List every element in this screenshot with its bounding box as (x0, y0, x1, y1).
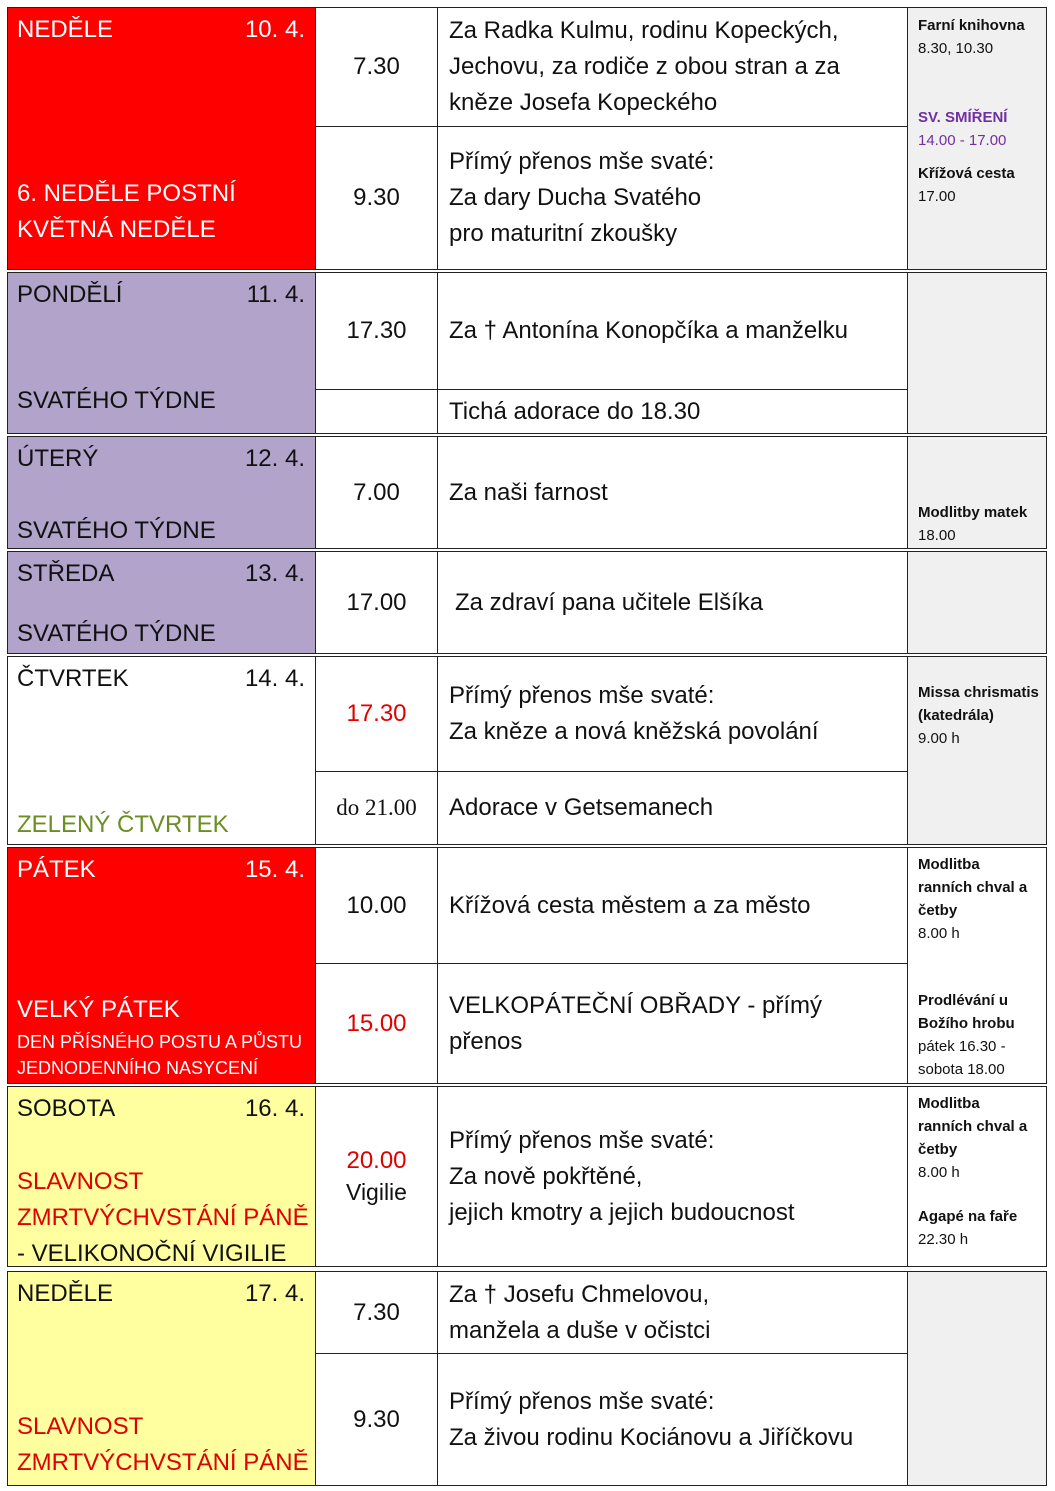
mass-intention: Přímý přenos mše svaté: Za kněze a nová kněžská povolání (437, 656, 908, 772)
note-title-2: Božího hrobu (918, 1015, 1015, 1032)
mass-time: 9.30 (315, 126, 438, 270)
day-subtitle-2: ZMRTVÝCHVSTÁNÍ PÁNĚ (17, 1204, 309, 1231)
day-date: 13. 4. (244, 560, 305, 587)
note-text: 8.00 h (918, 1164, 960, 1181)
note-title: Modlitba (918, 1095, 980, 1112)
day-label-mon-11 (7, 272, 316, 434)
mass-time: do 21.00 (315, 771, 438, 845)
mass-time: 10.00 (315, 847, 438, 964)
note-title-2: ranních chval a (918, 879, 1028, 896)
day-label-sat-16 (7, 1086, 316, 1267)
day-date: 17. 4. (244, 1280, 305, 1307)
notes-cell (907, 272, 1047, 434)
mass-time: 7.30 (315, 7, 438, 127)
day-date: 12. 4. (244, 445, 305, 472)
mass-intention: Za naši farnost (437, 436, 908, 549)
mass-time: 17.30 (315, 656, 438, 772)
day-subtitle-2: KVĚTNÁ NEDĚLE (17, 216, 216, 243)
mass-intention: VELKOPÁTEČNÍ OBŘADY - přímý přenos (437, 963, 908, 1084)
day-subtitle: SLAVNOST (17, 1168, 144, 1195)
day-date: 16. 4. (244, 1095, 305, 1122)
day-name: SOBOTA (17, 1095, 116, 1122)
note-title: Agapé na faře (918, 1208, 1018, 1225)
notes-cell (907, 551, 1047, 654)
note-text: 14.00 - 17.00 (918, 132, 1007, 149)
note-text: 8.00 h (918, 925, 960, 942)
day-subtitle: ZELENÝ ČTVRTEK (17, 811, 229, 838)
note-text: 9.00 h (918, 730, 960, 747)
mass-time-note: Vigilie (346, 1179, 407, 1205)
notes-cell (907, 7, 1047, 270)
day-label-tue-12 (7, 436, 316, 549)
day-subtitle-2: ZMRTVÝCHVSTÁNÍ PÁNĚ (17, 1449, 309, 1476)
note-title-2: ranních chval a (918, 1118, 1028, 1135)
day-subtitle: SVATÉHO TÝDNE (17, 387, 216, 414)
note-title: Modlitba (918, 856, 980, 873)
day-name: STŘEDA (17, 560, 115, 587)
day-date: 10. 4. (244, 16, 305, 43)
note-title: Farní knihovna (918, 17, 1025, 34)
note-text: 18.00 (918, 527, 956, 544)
note-title: Křížová cesta (918, 165, 1015, 182)
day-name: PONDĚLÍ (17, 281, 123, 308)
mass-intention: Křížová cesta městem a za město (437, 847, 908, 964)
day-name: ČTVRTEK (17, 665, 129, 692)
day-subtitle-3: - VELIKONOČNÍ VIGILIE (17, 1240, 287, 1267)
note-title-3: četby (918, 1141, 958, 1158)
mass-intention: Za zdraví pana učitele Elšíka (437, 551, 908, 654)
notes-cell (907, 1271, 1047, 1486)
day-subtitle-2: DEN PŘÍSNÉHO POSTU A PŮSTU (17, 1032, 303, 1052)
day-name: PÁTEK (17, 856, 96, 883)
mass-intention: Tichá adorace do 18.30 (437, 389, 908, 434)
day-subtitle-3: JEDNODENNÍHO NASYCENÍ (17, 1058, 259, 1078)
note-title: Modlitby matek (918, 504, 1028, 521)
mass-intention: Za † Josefu Chmelovou, manžela a duše v očistci (437, 1271, 908, 1354)
day-date: 11. 4. (246, 281, 305, 308)
note-title-3: četby (918, 902, 958, 919)
day-date: 14. 4. (244, 665, 305, 692)
notes-cell (907, 1086, 1047, 1267)
day-label-fri-15 (7, 847, 316, 1084)
note-text: pátek 16.30 - (918, 1038, 1006, 1055)
day-subtitle: SVATÉHO TÝDNE (17, 517, 216, 544)
day-name: ÚTERÝ (17, 445, 99, 472)
mass-time: 7.30 (315, 1271, 438, 1354)
day-name: NEDĚLE (17, 1280, 114, 1307)
day-label-wed-13 (7, 551, 316, 654)
day-subtitle: VELKÝ PÁTEK (17, 996, 180, 1023)
mass-intention: Přímý přenos mše svaté: Za nově pokřtěné, jejich kmotry a jejich budoucnost (437, 1086, 908, 1267)
mass-time: 7.00 (315, 436, 438, 549)
mass-intention: Adorace v Getsemanech (437, 771, 908, 845)
day-subtitle: SVATÉHO TÝDNE (17, 620, 216, 647)
day-subtitle: SLAVNOST (17, 1413, 144, 1440)
note-text: 17.00 (918, 188, 956, 205)
notes-cell (907, 436, 1047, 549)
day-date: 15. 4. (244, 856, 305, 883)
day-subtitle: 6. NEDĚLE POSTNÍ (17, 180, 236, 207)
mass-time: 20.00 Vigilie (315, 1086, 438, 1267)
note-text-2: sobota 18.00 (918, 1061, 1005, 1078)
mass-intention: Přímý přenos mše svaté: Za dary Ducha Svatého pro maturitní zkoušky (437, 126, 908, 270)
mass-time: 9.30 (315, 1353, 438, 1486)
note-title: Missa chrismatis (918, 684, 1039, 701)
mass-time: 17.00 (315, 551, 438, 654)
day-label-sun-17 (7, 1271, 316, 1486)
mass-intention: Za Radka Kulmu, rodinu Kopeckých, Jechovu, za rodiče z obou stran a za kněze Josefa Kopeckého (437, 7, 908, 127)
mass-intention: Přímý přenos mše svaté: Za živou rodinu Kociánovu a Jiříčkovu (437, 1353, 908, 1486)
mass-intention: Za † Antonína Konopčíka a manželku (437, 272, 908, 390)
mass-time: 17.30 (315, 272, 438, 390)
note-title: SV. SMÍŘENÍ (918, 109, 1008, 126)
notes-cell (907, 656, 1047, 845)
day-label-sun-10 (7, 7, 316, 270)
day-name: NEDĚLE (17, 16, 114, 43)
notes-cell (907, 847, 1047, 1084)
note-title-2: (katedrála) (918, 707, 994, 724)
day-label-thu-14 (7, 656, 316, 845)
note-title: Prodlévání u (918, 992, 1009, 1009)
mass-time (315, 389, 438, 434)
mass-time: 15.00 (315, 963, 438, 1084)
note-text: 22.30 h (918, 1231, 969, 1248)
note-text: 8.30, 10.30 (918, 40, 994, 57)
